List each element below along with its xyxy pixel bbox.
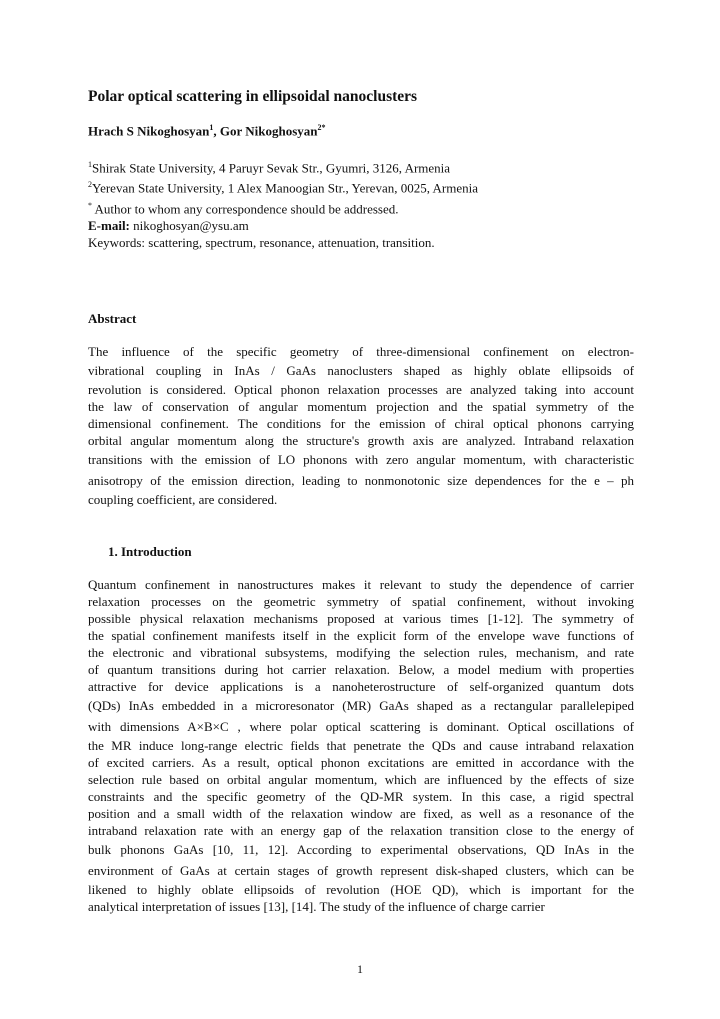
introduction-text [88,576,634,915]
affiliation-2: $^2$Yerevan State University, 1 Alex Manoogian Str., Yerevan, 0025, Armenia [88,180,478,196]
intro-line: the spatial confinement manifests itself in the explicit form of the envelope wave functions of [88,628,634,643]
intro-line: Quantum confinement in nanostructures makes it relevant to study the dependence of carrier [88,577,634,592]
intro-line: with dimensions A×B×C , where polar optical scattering is dominant. Optical oscillations of [88,719,634,734]
intro-line: attractive for device applications is a nanoheterostructure of self-organized quantum dots [88,679,634,694]
intro-line: analytical interpretation of issues [13], [14]. The study of the influence of charge carrier [88,899,545,914]
intro-line: intraband relaxation rate with an energy gap of the relaxation transition close to the energy of [88,823,634,838]
intro-line: of excited carriers. As a result, optical phonon excitations are emitted in accordance with the [88,755,634,770]
affiliations-block [88,156,478,251]
page-number: 1 [357,962,363,976]
abstract-line: coupling coefficient, are considered. [88,492,278,507]
abstract-line: The influence of the specific geometry of three-dimensional confinement on electron- [88,344,634,359]
abstract-heading: Abstract [88,311,137,326]
intro-line: likened to highly oblate ellipsoids of revolution (HOE QD), which is important for the [88,882,634,897]
intro-line: relaxation processes on the geometric symmetry of spatial confinement, without invoking [88,594,634,609]
intro-line: the MR induce long-range electric fields that penetrate the QDs and cause intraband relaxation [88,738,634,753]
email-address[interactable]: nikoghosyan@ysu.am [129,217,249,233]
affiliation-1: $^1$Shirak State University, 4 Paruyr Sevak Str., Gyumri, 3126, Armenia [88,160,451,176]
email-line [88,217,478,234]
intro-line: position and a small width of the relaxation window are fixed, as well as a resonance of the [88,806,634,821]
intro-line: of quantum transitions during hot carrier relaxation. Below, a model medium with properties [88,662,634,677]
introduction-heading: 1. Introduction [108,544,192,559]
author-2: Gor Nikoghosyan [219,123,318,139]
author-separator: , [213,123,220,139]
intro-line: the electronic and vibrational subsystems, modifying the selection rules, mechanism, and rate [88,645,634,660]
keywords-line: Keywords: scattering, spectrum, resonance, attenuation, transition. [88,234,435,250]
intro-line: constraints and the specific geometry of the QD-MR system. In this case, a rigid spectral [88,789,634,804]
intro-line: selection rule based on orbital angular momentum, which are influenced by the effects of size [88,772,634,787]
abstract-text [88,343,634,508]
abstract-line: anisotropy of the emission direction, leading to nonmonotonic size dependences for the e – ph [88,473,634,488]
abstract-line: revolution is considered. Optical phonon relaxation processes are analyzed taking into account [88,382,634,397]
abstract-line: dimensional confinement. The conditions for the emission of chiral optical phonons carrying [88,416,634,431]
abstract-line: orbital angular momentum along the structure's growth axis are analyzed. Intraband relaxation [88,433,634,448]
intro-line: bulk phonons GaAs [10, 11, 12]. According to experimental observations, QD InAs in the [88,842,634,857]
intro-line: environment of GaAs at certain stages of growth represent disk-shaped clusters, which can be [88,863,634,878]
author-2-affil-mark: 2* [317,123,326,132]
abstract-line: vibrational coupling in InAs / GaAs nanoclusters shaped as highly oblate ellipsoids of [88,363,634,378]
abstract-line: transitions with the emission of LO phonons with zero angular momentum, with characteristic [88,452,634,467]
corresponding-note: * Author to whom any correspondence should be addressed. [88,200,399,216]
intro-line: possible physical relaxation mechanisms proposed at various times [1-12]. The symmetry of [88,611,634,626]
author-line [88,123,326,139]
intro-line: (QDs) InAs embedded in a microresonator (MR) GaAs shaped as a rectangular parallelepiped [88,698,634,713]
paper-title: Polar optical scattering in ellipsoidal nanoclusters [88,88,418,105]
author-1-affil-mark: 1 [209,123,214,132]
abstract-line: the law of conservation of angular momentum projection and the spatial symmetry of the [88,399,634,414]
email-label: E-mail: [88,217,130,233]
author-1: Hrach S Nikoghosyan [88,123,210,139]
